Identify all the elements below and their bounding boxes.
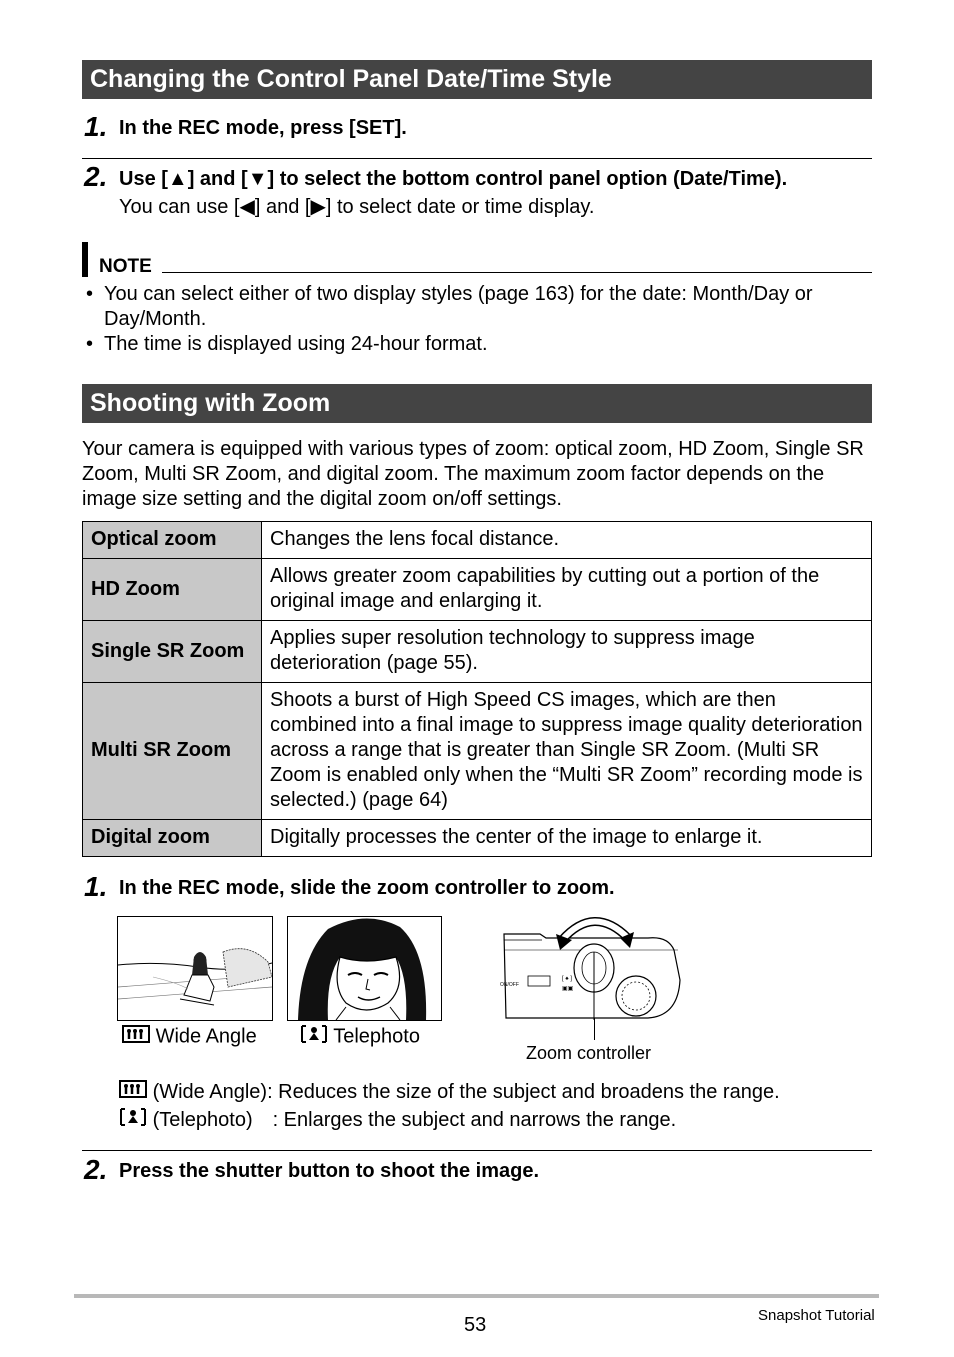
step-text: In the REC mode, press [SET]. [119, 117, 407, 139]
controller-caption: Zoom controller [526, 1043, 652, 1063]
table-row [83, 621, 872, 683]
note-item: The time is displayed using 24-hour format. [104, 333, 488, 355]
legend-wide-label: (Wide Angle) [152, 1080, 268, 1103]
intro-paragraph: Your camera is equipped with various types of zoom: optical zoom, HD Zoom, Single SR Zoom, Multi SR Zoom, and digital zoom. The maximum zoom factor depends on the image size setting and the digital zoom on/off settings. [82, 438, 864, 510]
wide-angle-icon [119, 1079, 147, 1106]
bullet: • [86, 283, 94, 305]
wide-caption [122, 1024, 257, 1050]
section-title-zoom: Shooting with Zoom [82, 384, 872, 423]
table-row [83, 683, 872, 820]
camera-onoff-label: ON/OFF [500, 982, 519, 988]
legend-tele-text: : Enlarges the subject and narrows the range. [272, 1108, 677, 1131]
note-item: You can select either of two display styles (page 163) for the date: Month/Day or Day/Month. [104, 283, 813, 330]
legend-wide [119, 1079, 780, 1106]
table-desc: Changes the lens focal distance. [262, 522, 872, 559]
table-term: HD Zoom [83, 559, 262, 621]
camera-top-illustration [498, 910, 684, 1020]
step-number: 2. [84, 161, 108, 192]
divider [82, 158, 872, 159]
step-text: In the REC mode, slide the zoom controller to zoom. [119, 877, 615, 899]
table-desc: Allows greater zoom capabilities by cutting out a portion of the original image and enlarging it. [262, 559, 872, 621]
note-rule [162, 272, 872, 273]
telephoto-icon [119, 1107, 147, 1134]
callout-line [594, 1018, 595, 1040]
step-subtext: You can use [◀] and [▶] to select date or time display. [119, 196, 595, 218]
table-desc: Applies super resolution technology to suppress image deterioration (page 55). [262, 621, 872, 683]
tele-caption [300, 1024, 420, 1050]
step-text: Press the shutter button to shoot the image. [119, 1160, 540, 1182]
svg-text:▣▣: ▣▣ [562, 986, 574, 992]
wide-angle-illustration [117, 916, 273, 1021]
footer-rule [74, 1294, 879, 1298]
telephoto-icon [300, 1024, 328, 1050]
footer-section-name: Snapshot Tutorial [758, 1307, 875, 1324]
bullet: • [86, 333, 94, 355]
tele-caption-text: Telephoto [333, 1025, 420, 1048]
note-label: NOTE [99, 256, 152, 277]
page-number: 53 [464, 1314, 487, 1336]
legend-tele-label: (Telephoto) [152, 1108, 253, 1131]
section-title-date-time: Changing the Control Panel Date/Time Style [82, 60, 872, 99]
table-row [83, 559, 872, 621]
step-text: Use [▲] and [▼] to select the bottom control panel option (Date/Time). [119, 168, 788, 190]
table-term: Digital zoom [83, 820, 262, 857]
wide-angle-icon [122, 1024, 150, 1050]
table-desc: Shoots a burst of High Speed CS images, which are then combined into a final image to suppress image quality deterioration across a range that is greater than Single SR Zoom. (Multi SR Zoom is enabled only when the “Multi SR Zoom” recording mode is selected.) (page 64) [262, 683, 872, 820]
table-row [83, 820, 872, 857]
step-number: 2. [84, 1154, 108, 1185]
legend-wide-text: : Reduces the size of the subject and broadens the range. [267, 1080, 780, 1103]
legend-tele [119, 1107, 676, 1134]
table-row [83, 522, 872, 559]
step-number: 1. [84, 871, 108, 902]
divider [82, 1150, 872, 1151]
wide-caption-text: Wide Angle [155, 1025, 257, 1048]
table-term: Optical zoom [83, 522, 262, 559]
table-term: Multi SR Zoom [83, 683, 262, 820]
note-marker [82, 242, 88, 277]
table-term: Single SR Zoom [83, 621, 262, 683]
svg-text:[ ♠ ]: [ ♠ ] [562, 976, 572, 982]
telephoto-illustration [287, 916, 442, 1021]
table-desc: Digitally processes the center of the image to enlarge it. [262, 820, 872, 857]
step-number: 1. [84, 111, 108, 142]
zoom-types-table [82, 521, 872, 857]
